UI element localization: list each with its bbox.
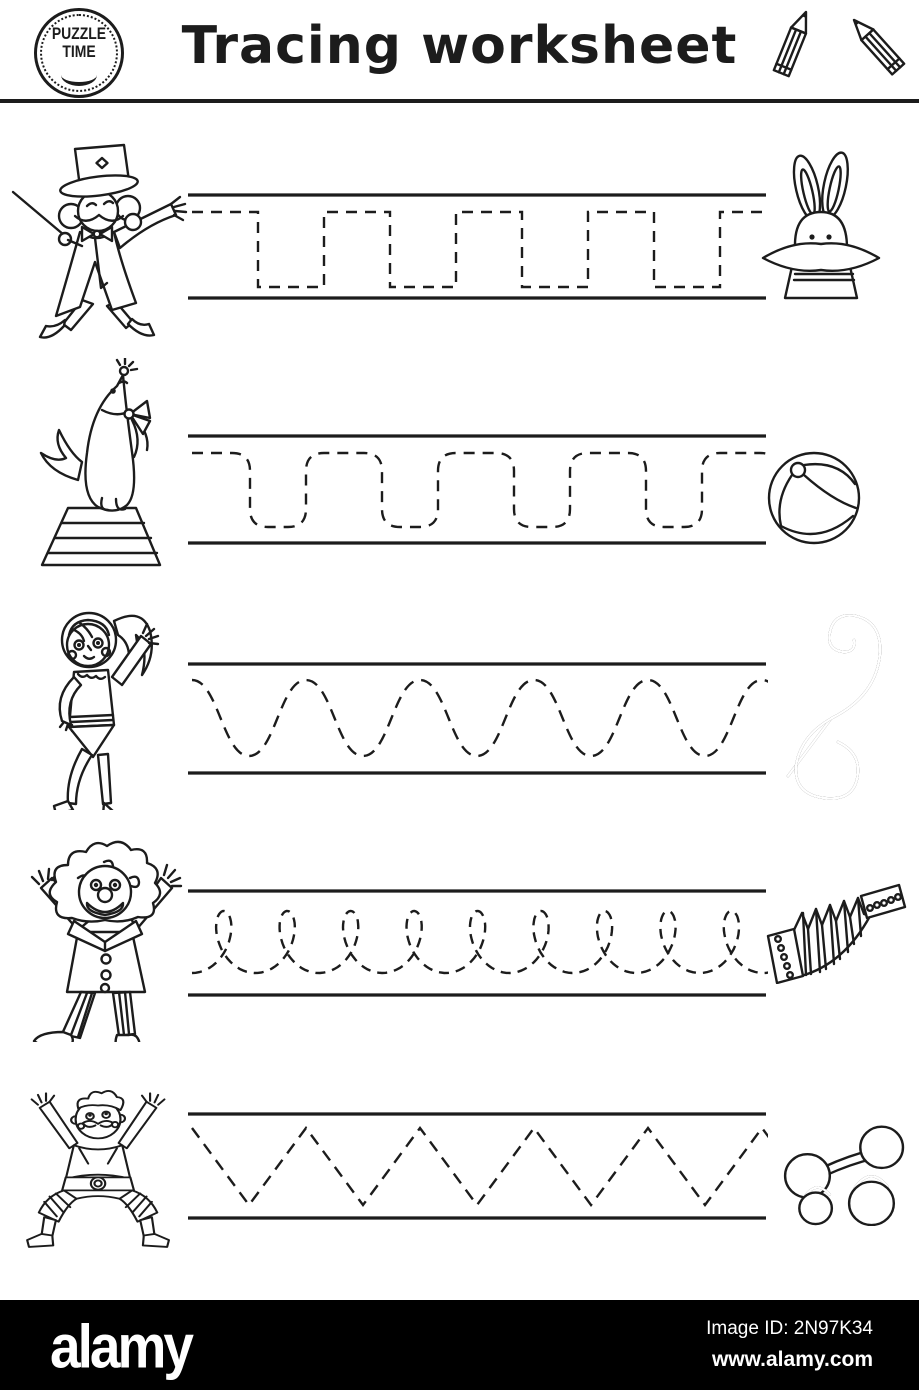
header-divider-line: [0, 99, 919, 103]
tracing-line-row-3: [186, 652, 768, 787]
badge-text: PUZZLE TIME: [51, 24, 107, 61]
image-id-text: Image ID: 2N97K34: [706, 1318, 873, 1339]
tracing-line-row-4: [186, 879, 768, 1014]
tracing-line-row-2: [186, 424, 768, 559]
weights-illustration: [778, 1108, 905, 1226]
magician-illustration: [8, 136, 193, 348]
page-title: Tracing worksheet: [181, 16, 738, 76]
gymnastic-ribbon-illustration: [772, 600, 907, 810]
beach-ball-illustration: [766, 448, 866, 548]
alamy-watermark-bar: [0, 1300, 919, 1390]
acrobat-girl-illustration: [24, 585, 184, 810]
strongman-illustration: [20, 1078, 177, 1250]
tracing-line-row-5: [186, 1102, 768, 1237]
accordion-illustration: [758, 876, 908, 984]
seal-on-podium-illustration: [14, 358, 184, 568]
crossed-pencils-icon: [766, 4, 916, 104]
footer-info: [706, 1318, 873, 1372]
clown-illustration: [18, 820, 193, 1042]
rabbit-in-top-hat-illustration: [758, 150, 888, 300]
alamy-url-text: www.alamy.com: [711, 1348, 873, 1371]
alamy-logo: alamy: [50, 1311, 191, 1381]
tracing-line-row-1: [186, 183, 768, 318]
